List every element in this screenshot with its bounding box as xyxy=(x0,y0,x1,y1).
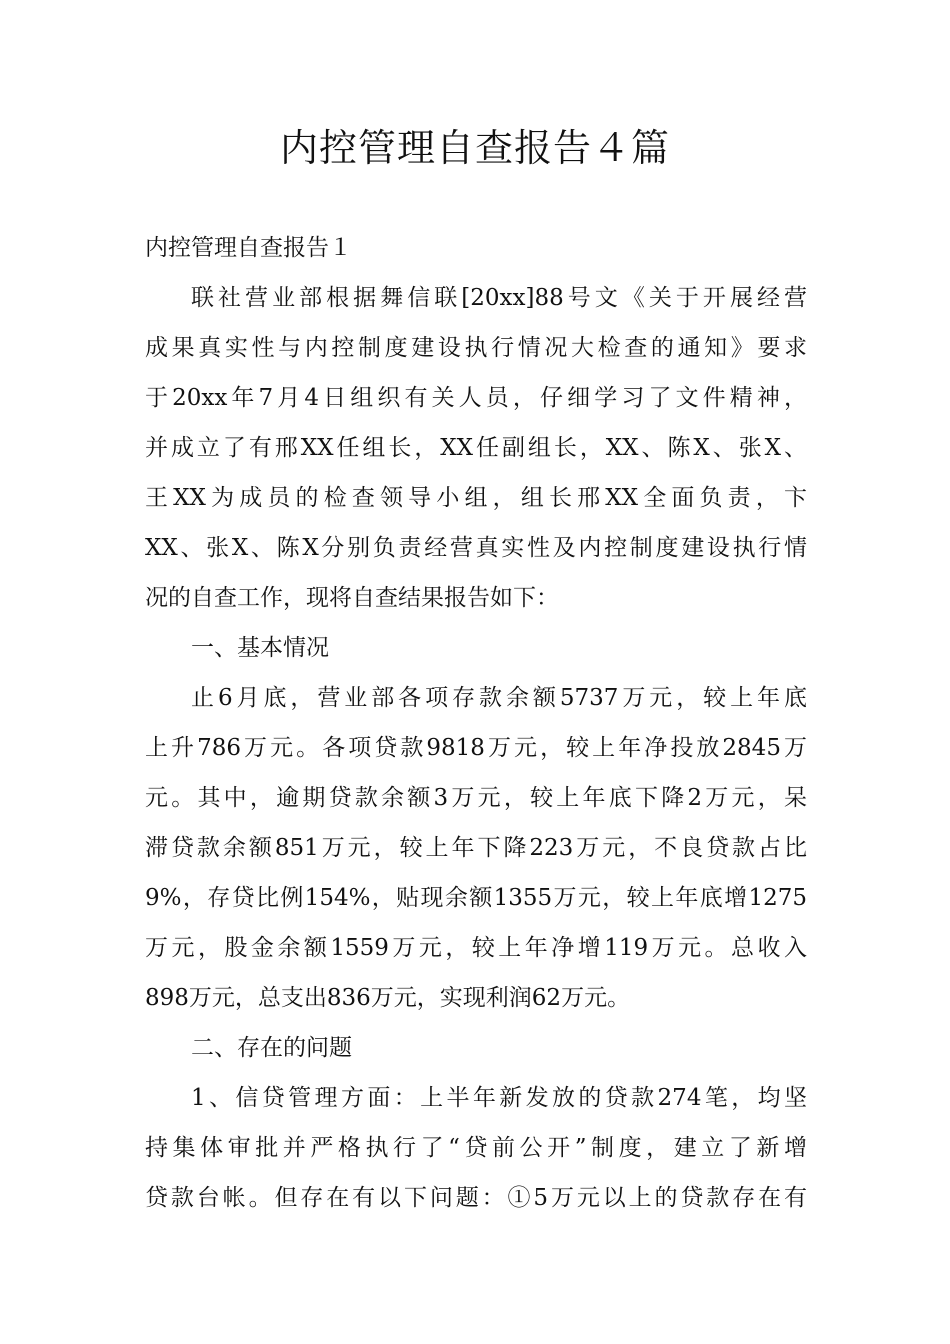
document-body xyxy=(145,223,807,1223)
section-heading: 二、存在的问题 xyxy=(191,1035,352,1061)
report-subtitle: 内控管理自查报告１ xyxy=(145,235,352,261)
body-text-line: 于20xx年7月4日组织有关人员，仔细学习了文件精神， xyxy=(145,385,807,411)
body-text-line: 持集体审批并严格执行了“贷前公开”制度，建立了新增 xyxy=(145,1135,807,1161)
section-heading: 一、基本情况 xyxy=(191,635,329,661)
body-text-line: 元。其中，逾期贷款余额3万元，较上年底下降2万元，呆 xyxy=(145,785,807,811)
body-text-line: 并成立了有邢XX任组长，XX任副组长，XX、陈X、张X、 xyxy=(145,435,807,461)
body-text-line: 况的自查工作，现将自查结果报告如下： xyxy=(145,585,559,611)
body-text-line: 9%，存贷比例154%，贴现余额1355万元，较上年底增1275 xyxy=(145,885,807,911)
body-text-line: 898万元，总支出836万元，实现利润62万元。 xyxy=(145,985,631,1011)
body-text-line: 成果真实性与内控制度建设执行情况大检查的通知》要求 xyxy=(145,335,807,361)
body-text-line: 上升786万元。各项贷款9818万元，较上年净投放2845万 xyxy=(145,735,807,761)
body-text-line: 1、信贷管理方面：上半年新发放的贷款274笔，均坚 xyxy=(191,1085,807,1111)
body-text-line: 王XX为成员的检查领导小组，组长邢XX全面负责，卞 xyxy=(145,485,807,511)
body-text-line: XX、张X、陈X分别负责经营真实性及内控制度建设执行情 xyxy=(145,535,807,561)
body-text-line: 滞贷款余额851万元，较上年下降223万元，不良贷款占比 xyxy=(145,835,807,861)
body-text-line: 联社营业部根据舞信联[20xx]88号文《关于开展经营 xyxy=(191,285,807,311)
body-text-line: 止6月底，营业部各项存款余额5737万元，较上年底 xyxy=(191,685,807,711)
body-text-line: 贷款台帐。但存在有以下问题：①5万元以上的贷款存在有 xyxy=(145,1185,807,1211)
page-title: 内控管理自查报告４篇 xyxy=(279,126,670,170)
body-text-line: 万元，股金余额1559万元，较上年净增119万元。总收入 xyxy=(145,935,807,961)
